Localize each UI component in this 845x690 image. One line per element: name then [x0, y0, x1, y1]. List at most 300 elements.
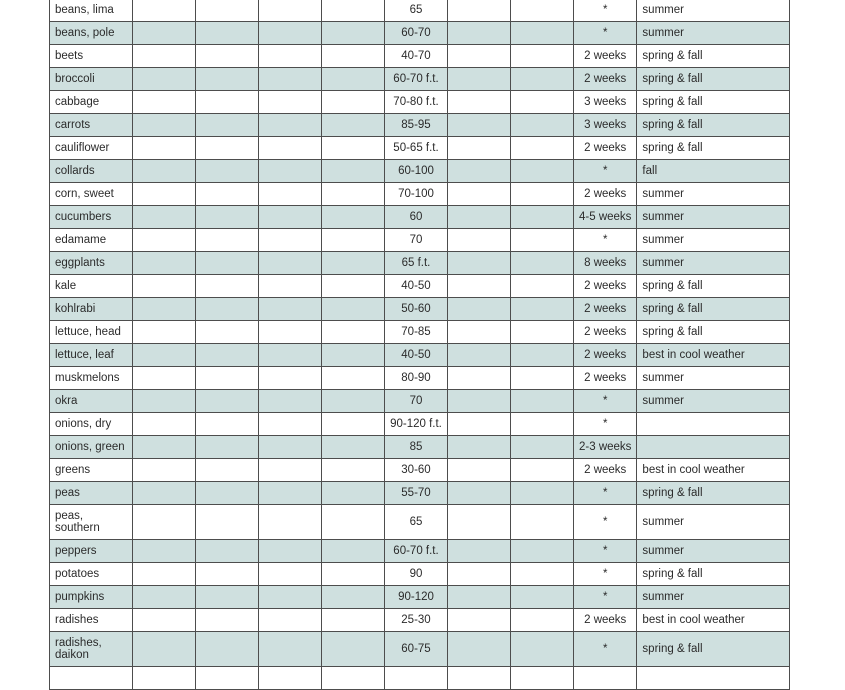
- days-to-harvest-cell: 65: [385, 0, 448, 22]
- blank-cell: [511, 563, 574, 586]
- blank-cell: [133, 91, 196, 114]
- blank-cell: [259, 91, 322, 114]
- season-cell: spring & fall: [637, 321, 790, 344]
- blank-cell: [133, 275, 196, 298]
- crop-name-cell: [50, 667, 133, 690]
- days-to-harvest-cell: 70-100: [385, 183, 448, 206]
- blank-cell: [196, 667, 259, 690]
- blank-cell: [196, 482, 259, 505]
- blank-cell: [196, 91, 259, 114]
- days-to-harvest-cell: 60-70: [385, 22, 448, 45]
- blank-cell: [511, 344, 574, 367]
- blank-cell: [448, 252, 511, 275]
- blank-cell: [322, 22, 385, 45]
- crop-name-cell: carrots: [50, 114, 133, 137]
- blank-cell: [448, 206, 511, 229]
- blank-cell: [448, 667, 511, 690]
- blank-cell: [196, 459, 259, 482]
- blank-cell: [448, 160, 511, 183]
- table-row: [50, 505, 790, 540]
- planting-interval-cell: *: [574, 413, 637, 436]
- crop-name-cell: onions, dry: [50, 413, 133, 436]
- crop-name-cell: corn, sweet: [50, 183, 133, 206]
- blank-cell: [448, 540, 511, 563]
- blank-cell: [322, 390, 385, 413]
- planting-interval-cell: *: [574, 586, 637, 609]
- blank-cell: [511, 586, 574, 609]
- blank-cell: [322, 436, 385, 459]
- blank-cell: [322, 275, 385, 298]
- crop-name-cell: radishes: [50, 609, 133, 632]
- planting-interval-cell: 2-3 weeks: [574, 436, 637, 459]
- blank-cell: [133, 632, 196, 667]
- crop-name-cell: lettuce, leaf: [50, 344, 133, 367]
- planting-interval-cell: *: [574, 160, 637, 183]
- blank-cell: [259, 252, 322, 275]
- days-to-harvest-cell: 85-95: [385, 114, 448, 137]
- table-row: [50, 321, 790, 344]
- table-row: [50, 298, 790, 321]
- days-to-harvest-cell: 60-70 f.t.: [385, 540, 448, 563]
- blank-cell: [511, 229, 574, 252]
- days-to-harvest-cell: 90: [385, 563, 448, 586]
- blank-cell: [259, 344, 322, 367]
- blank-cell: [133, 22, 196, 45]
- table-row: [50, 229, 790, 252]
- season-cell: fall: [637, 160, 790, 183]
- table-row: [50, 540, 790, 563]
- table-row: [50, 667, 790, 690]
- blank-cell: [511, 252, 574, 275]
- planting-interval-cell: *: [574, 632, 637, 667]
- blank-cell: [259, 183, 322, 206]
- planting-interval-cell: *: [574, 22, 637, 45]
- blank-cell: [259, 275, 322, 298]
- table-row: [50, 344, 790, 367]
- days-to-harvest-cell: 30-60: [385, 459, 448, 482]
- blank-cell: [448, 609, 511, 632]
- table-row: [50, 563, 790, 586]
- table-row: [50, 160, 790, 183]
- blank-cell: [133, 321, 196, 344]
- blank-cell: [322, 586, 385, 609]
- crop-name-cell: peas: [50, 482, 133, 505]
- blank-cell: [511, 413, 574, 436]
- days-to-harvest-cell: 70-80 f.t.: [385, 91, 448, 114]
- blank-cell: [133, 586, 196, 609]
- blank-cell: [448, 183, 511, 206]
- table-row: [50, 0, 790, 22]
- table-row: [50, 459, 790, 482]
- blank-cell: [133, 229, 196, 252]
- blank-cell: [511, 45, 574, 68]
- crop-name-cell: beans, pole: [50, 22, 133, 45]
- planting-interval-cell: 2 weeks: [574, 298, 637, 321]
- blank-cell: [196, 632, 259, 667]
- blank-cell: [322, 482, 385, 505]
- blank-cell: [322, 298, 385, 321]
- planting-interval-cell: 3 weeks: [574, 91, 637, 114]
- blank-cell: [511, 390, 574, 413]
- planting-interval-cell: *: [574, 229, 637, 252]
- blank-cell: [259, 586, 322, 609]
- blank-cell: [196, 45, 259, 68]
- crop-name-cell: beans, lima: [50, 0, 133, 22]
- blank-cell: [511, 137, 574, 160]
- blank-cell: [448, 0, 511, 22]
- table-row: [50, 68, 790, 91]
- planting-interval-cell: *: [574, 0, 637, 22]
- blank-cell: [133, 114, 196, 137]
- crop-name-cell: peas, southern: [50, 505, 133, 540]
- blank-cell: [322, 183, 385, 206]
- days-to-harvest-cell: 60: [385, 206, 448, 229]
- blank-cell: [196, 160, 259, 183]
- blank-cell: [322, 68, 385, 91]
- days-to-harvest-cell: 90-120: [385, 586, 448, 609]
- season-cell: spring & fall: [637, 632, 790, 667]
- days-to-harvest-cell: 80-90: [385, 367, 448, 390]
- table-row: [50, 586, 790, 609]
- blank-cell: [259, 367, 322, 390]
- crop-name-cell: pumpkins: [50, 586, 133, 609]
- blank-cell: [196, 137, 259, 160]
- blank-cell: [196, 114, 259, 137]
- blank-cell: [322, 114, 385, 137]
- blank-cell: [196, 609, 259, 632]
- season-cell: spring & fall: [637, 563, 790, 586]
- blank-cell: [448, 482, 511, 505]
- blank-cell: [133, 505, 196, 540]
- blank-cell: [511, 160, 574, 183]
- blank-cell: [133, 540, 196, 563]
- blank-cell: [133, 45, 196, 68]
- table-row: [50, 137, 790, 160]
- crop-name-cell: lettuce, head: [50, 321, 133, 344]
- crop-name-cell: kale: [50, 275, 133, 298]
- blank-cell: [259, 321, 322, 344]
- season-cell: summer: [637, 183, 790, 206]
- days-to-harvest-cell: 60-75: [385, 632, 448, 667]
- blank-cell: [196, 229, 259, 252]
- blank-cell: [133, 68, 196, 91]
- season-cell: best in cool weather: [637, 344, 790, 367]
- table-row: [50, 114, 790, 137]
- blank-cell: [511, 298, 574, 321]
- crop-name-cell: beets: [50, 45, 133, 68]
- planting-interval-cell: 2 weeks: [574, 68, 637, 91]
- planting-table: [49, 0, 790, 690]
- blank-cell: [259, 436, 322, 459]
- crop-name-cell: okra: [50, 390, 133, 413]
- planting-interval-cell: 2 weeks: [574, 183, 637, 206]
- blank-cell: [322, 667, 385, 690]
- blank-cell: [196, 344, 259, 367]
- blank-cell: [196, 0, 259, 22]
- days-to-harvest-cell: 70-85: [385, 321, 448, 344]
- season-cell: spring & fall: [637, 91, 790, 114]
- blank-cell: [133, 482, 196, 505]
- blank-cell: [511, 321, 574, 344]
- blank-cell: [133, 667, 196, 690]
- blank-cell: [259, 413, 322, 436]
- planting-interval-cell: 2 weeks: [574, 459, 637, 482]
- crop-name-cell: cabbage: [50, 91, 133, 114]
- blank-cell: [448, 298, 511, 321]
- blank-cell: [133, 344, 196, 367]
- blank-cell: [511, 436, 574, 459]
- days-to-harvest-cell: 60-100: [385, 160, 448, 183]
- blank-cell: [133, 298, 196, 321]
- blank-cell: [448, 563, 511, 586]
- season-cell: summer: [637, 206, 790, 229]
- blank-cell: [196, 68, 259, 91]
- table-row: [50, 436, 790, 459]
- days-to-harvest-cell: 90-120 f.t.: [385, 413, 448, 436]
- blank-cell: [511, 505, 574, 540]
- blank-cell: [322, 137, 385, 160]
- table-row: [50, 91, 790, 114]
- blank-cell: [259, 0, 322, 22]
- blank-cell: [322, 632, 385, 667]
- crop-name-cell: onions, green: [50, 436, 133, 459]
- blank-cell: [133, 609, 196, 632]
- blank-cell: [448, 137, 511, 160]
- blank-cell: [196, 367, 259, 390]
- crop-name-cell: peppers: [50, 540, 133, 563]
- blank-cell: [448, 91, 511, 114]
- blank-cell: [133, 367, 196, 390]
- blank-cell: [322, 91, 385, 114]
- days-to-harvest-cell: 60-70 f.t.: [385, 68, 448, 91]
- blank-cell: [196, 505, 259, 540]
- planting-interval-cell: 3 weeks: [574, 114, 637, 137]
- blank-cell: [511, 114, 574, 137]
- season-cell: spring & fall: [637, 45, 790, 68]
- planting-interval-cell: *: [574, 390, 637, 413]
- blank-cell: [448, 114, 511, 137]
- season-cell: spring & fall: [637, 114, 790, 137]
- blank-cell: [259, 390, 322, 413]
- blank-cell: [133, 563, 196, 586]
- blank-cell: [259, 505, 322, 540]
- blank-cell: [133, 436, 196, 459]
- blank-cell: [259, 114, 322, 137]
- blank-cell: [133, 160, 196, 183]
- blank-cell: [322, 459, 385, 482]
- blank-cell: [448, 229, 511, 252]
- season-cell: summer: [637, 505, 790, 540]
- blank-cell: [448, 68, 511, 91]
- blank-cell: [259, 206, 322, 229]
- days-to-harvest-cell: 25-30: [385, 609, 448, 632]
- blank-cell: [448, 344, 511, 367]
- days-to-harvest-cell: 70: [385, 390, 448, 413]
- blank-cell: [133, 206, 196, 229]
- crop-name-cell: kohlrabi: [50, 298, 133, 321]
- season-cell: [637, 667, 790, 690]
- blank-cell: [511, 540, 574, 563]
- days-to-harvest-cell: 70: [385, 229, 448, 252]
- planting-interval-cell: 2 weeks: [574, 609, 637, 632]
- season-cell: summer: [637, 367, 790, 390]
- blank-cell: [259, 22, 322, 45]
- crop-name-cell: greens: [50, 459, 133, 482]
- blank-cell: [196, 298, 259, 321]
- table-row: [50, 45, 790, 68]
- blank-cell: [196, 586, 259, 609]
- season-cell: spring & fall: [637, 482, 790, 505]
- blank-cell: [448, 586, 511, 609]
- days-to-harvest-cell: 40-50: [385, 275, 448, 298]
- season-cell: summer: [637, 586, 790, 609]
- blank-cell: [322, 367, 385, 390]
- blank-cell: [511, 0, 574, 22]
- blank-cell: [259, 298, 322, 321]
- planting-interval-cell: *: [574, 563, 637, 586]
- crop-name-cell: cucumbers: [50, 206, 133, 229]
- blank-cell: [448, 459, 511, 482]
- crop-name-cell: edamame: [50, 229, 133, 252]
- blank-cell: [511, 459, 574, 482]
- blank-cell: [448, 505, 511, 540]
- blank-cell: [259, 137, 322, 160]
- season-cell: best in cool weather: [637, 459, 790, 482]
- planting-interval-cell: 2 weeks: [574, 321, 637, 344]
- blank-cell: [133, 390, 196, 413]
- table-row: [50, 367, 790, 390]
- blank-cell: [448, 632, 511, 667]
- blank-cell: [511, 91, 574, 114]
- days-to-harvest-cell: 55-70: [385, 482, 448, 505]
- season-cell: [637, 413, 790, 436]
- days-to-harvest-cell: 50-65 f.t.: [385, 137, 448, 160]
- crop-name-cell: potatoes: [50, 563, 133, 586]
- blank-cell: [196, 540, 259, 563]
- season-cell: summer: [637, 252, 790, 275]
- days-to-harvest-cell: 65 f.t.: [385, 252, 448, 275]
- blank-cell: [259, 632, 322, 667]
- blank-cell: [259, 563, 322, 586]
- days-to-harvest-cell: 40-50: [385, 344, 448, 367]
- days-to-harvest-cell: [385, 667, 448, 690]
- crop-name-cell: collards: [50, 160, 133, 183]
- blank-cell: [196, 563, 259, 586]
- blank-cell: [133, 0, 196, 22]
- blank-cell: [511, 667, 574, 690]
- blank-cell: [511, 68, 574, 91]
- blank-cell: [196, 275, 259, 298]
- days-to-harvest-cell: 85: [385, 436, 448, 459]
- blank-cell: [133, 183, 196, 206]
- season-cell: summer: [637, 540, 790, 563]
- season-cell: spring & fall: [637, 137, 790, 160]
- blank-cell: [511, 183, 574, 206]
- blank-cell: [133, 252, 196, 275]
- blank-cell: [259, 45, 322, 68]
- planting-interval-cell: *: [574, 505, 637, 540]
- days-to-harvest-cell: 50-60: [385, 298, 448, 321]
- blank-cell: [259, 68, 322, 91]
- blank-cell: [196, 252, 259, 275]
- planting-interval-cell: 4-5 weeks: [574, 206, 637, 229]
- blank-cell: [511, 632, 574, 667]
- season-cell: spring & fall: [637, 298, 790, 321]
- blank-cell: [196, 206, 259, 229]
- blank-cell: [322, 563, 385, 586]
- blank-cell: [511, 482, 574, 505]
- blank-cell: [133, 137, 196, 160]
- blank-cell: [448, 22, 511, 45]
- blank-cell: [322, 45, 385, 68]
- table-row: [50, 632, 790, 667]
- blank-cell: [259, 540, 322, 563]
- season-cell: summer: [637, 390, 790, 413]
- blank-cell: [322, 252, 385, 275]
- season-cell: spring & fall: [637, 68, 790, 91]
- blank-cell: [196, 413, 259, 436]
- blank-cell: [448, 275, 511, 298]
- blank-cell: [511, 609, 574, 632]
- blank-cell: [322, 160, 385, 183]
- blank-cell: [448, 45, 511, 68]
- planting-interval-cell: *: [574, 482, 637, 505]
- blank-cell: [196, 436, 259, 459]
- season-cell: [637, 436, 790, 459]
- blank-cell: [322, 540, 385, 563]
- blank-cell: [322, 229, 385, 252]
- season-cell: summer: [637, 229, 790, 252]
- planting-interval-cell: 2 weeks: [574, 137, 637, 160]
- blank-cell: [322, 609, 385, 632]
- table-row: [50, 183, 790, 206]
- blank-cell: [322, 321, 385, 344]
- table-row: [50, 390, 790, 413]
- table-row: [50, 609, 790, 632]
- blank-cell: [133, 459, 196, 482]
- planting-interval-cell: 8 weeks: [574, 252, 637, 275]
- season-cell: best in cool weather: [637, 609, 790, 632]
- blank-cell: [322, 505, 385, 540]
- blank-cell: [259, 482, 322, 505]
- planting-interval-cell: [574, 667, 637, 690]
- blank-cell: [448, 413, 511, 436]
- blank-cell: [511, 206, 574, 229]
- blank-cell: [448, 390, 511, 413]
- table-row: [50, 275, 790, 298]
- blank-cell: [259, 667, 322, 690]
- blank-cell: [196, 22, 259, 45]
- season-cell: summer: [637, 22, 790, 45]
- table-row: [50, 252, 790, 275]
- blank-cell: [448, 436, 511, 459]
- blank-cell: [511, 367, 574, 390]
- blank-cell: [259, 609, 322, 632]
- blank-cell: [448, 367, 511, 390]
- crop-name-cell: cauliflower: [50, 137, 133, 160]
- days-to-harvest-cell: 40-70: [385, 45, 448, 68]
- blank-cell: [322, 206, 385, 229]
- table-row: [50, 22, 790, 45]
- planting-interval-cell: *: [574, 540, 637, 563]
- planting-interval-cell: 2 weeks: [574, 275, 637, 298]
- blank-cell: [259, 459, 322, 482]
- blank-cell: [196, 321, 259, 344]
- blank-cell: [322, 344, 385, 367]
- blank-cell: [259, 229, 322, 252]
- blank-cell: [322, 0, 385, 22]
- crop-name-cell: broccoli: [50, 68, 133, 91]
